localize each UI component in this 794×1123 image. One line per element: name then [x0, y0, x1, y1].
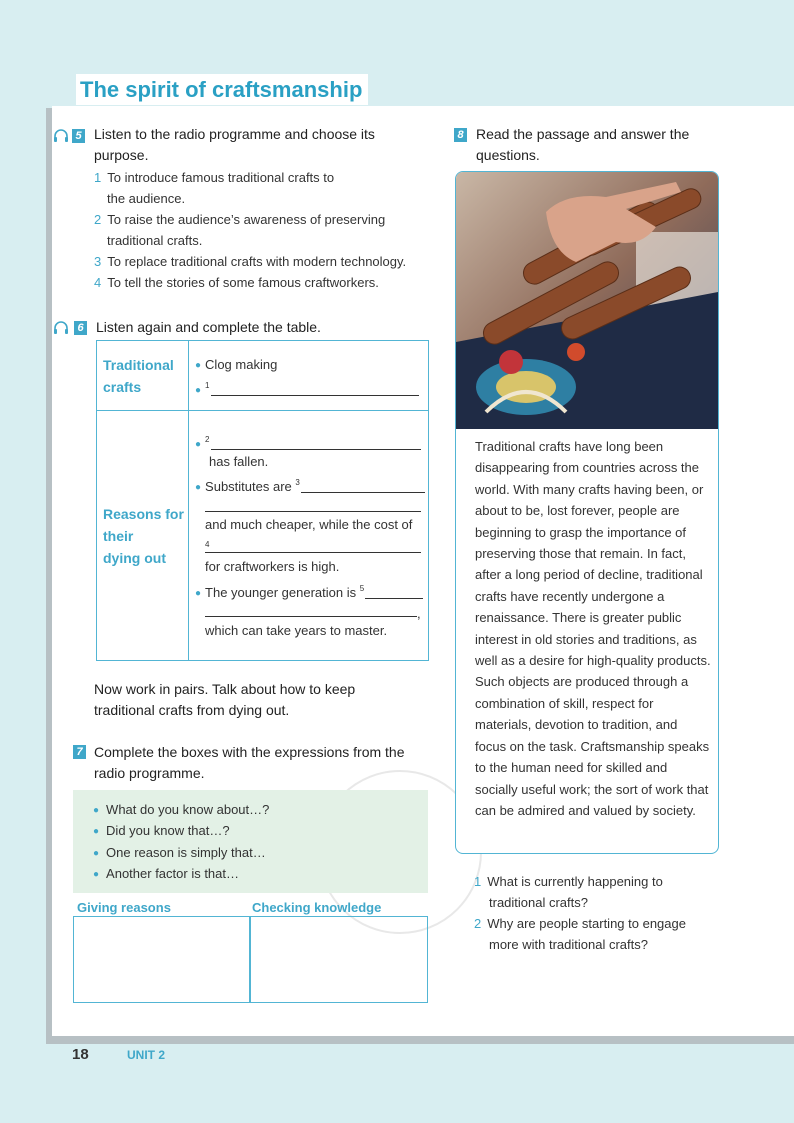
passage-card — [455, 171, 719, 854]
question-8-prompt: Read the passage and answer the questions. — [476, 126, 690, 163]
option-2[interactable]: 2 To raise the audience’s awareness of preserving — [94, 212, 386, 227]
question-7-prompt: Complete the boxes with the expressions from the radio programme. — [94, 744, 405, 781]
page-number: 18 — [72, 1046, 89, 1063]
headphones-icon — [53, 129, 69, 143]
has-fallen-text: has fallen. — [209, 454, 269, 469]
expression-item: ● Another factor is that… — [93, 866, 239, 881]
pair-work-prompt: Now work in pairs. Talk about how to keep traditional crafts from dying out. — [94, 681, 356, 718]
giving-reasons-label: Giving reasons — [77, 900, 171, 915]
blank-1[interactable]: ● $^1$ — [195, 375, 419, 401]
checking-knowledge-box[interactable] — [249, 916, 428, 1003]
headphones-icon — [53, 321, 69, 335]
row1-label: Traditional crafts — [103, 357, 174, 395]
reasons-table — [96, 340, 429, 661]
weaving-photo — [456, 172, 718, 429]
option-4[interactable]: 4 To tell the stories of some famous craftworkers. — [94, 275, 379, 290]
which-text: which can take years to master. — [205, 623, 388, 638]
question-6-number: 6 — [74, 321, 87, 335]
question-5-line1: Listen to the radio programme and choose its — [94, 126, 375, 142]
row2-label: Reasons for their dying out — [103, 506, 184, 566]
giving-reasons-box[interactable] — [73, 916, 251, 1003]
question-8-item-2: 2 Why are people starting to engage — [474, 916, 686, 931]
for-craftworkers-text: for craftworkers is high. — [205, 559, 340, 574]
row1-item-clog: ● Clog making — [195, 357, 278, 372]
title-box — [76, 74, 368, 105]
unit-label: UNIT 2 — [127, 1048, 166, 1062]
checking-knowledge-label: Checking knowledge — [252, 900, 382, 915]
option-1[interactable]: 1 To introduce famous traditional crafts to — [94, 170, 335, 185]
blank-3[interactable]: ● Substitutes are $^3$ — [195, 472, 425, 498]
question-5-line2: purpose. — [94, 147, 149, 163]
option-1-cont: the audience. — [107, 191, 186, 206]
question-8-list: 1 What is currently happening to traditional crafts? 2 Why are people starting to engage more with traditional crafts? — [474, 871, 686, 955]
expression-item: ● One reason is simply that… — [93, 845, 266, 860]
cheaper-text: and much cheaper, while the cost of — [205, 517, 413, 532]
question-6-prompt: Listen again and complete the table. — [96, 319, 321, 335]
expression-item: ● Did you know that…? — [93, 823, 230, 838]
expression-item: ● What do you know about…? — [93, 802, 270, 817]
passage-text: Traditional crafts have long been disappearing from countries across the world. With many crafts having been, or about to be, lost forever, people are beginning to grasp the importance of preserving those that remain. In fact, after a long period of decline, traditional crafts have recently undergone a renaissance. There is greater public interest in old stories and traditions, as well as a desire for high-quality products. Such objects are produced through a combination of skill, respect for materials, devotion to tradition, and focus on the task. Craftsmanship speaks to the human need for skilled and socially useful work; the sort of work that can be admired and valued by society. — [475, 439, 711, 818]
question-7-number: 7 — [73, 745, 86, 759]
blank-4[interactable]: 4 — [205, 540, 210, 549]
question-5-options — [94, 167, 406, 293]
blank-2[interactable]: ● $^2$ — [195, 429, 421, 455]
question-8-number: 8 — [454, 128, 467, 142]
question-5-prompt — [94, 124, 375, 166]
question-8-item-1: 1 What is currently happening to — [474, 874, 663, 889]
option-2-cont: traditional crafts. — [107, 233, 203, 248]
blank-5[interactable]: ● The younger generation is $^5$ — [195, 578, 423, 604]
page-title: The spirit of craftsmanship — [80, 77, 363, 102]
expressions-box — [73, 790, 428, 893]
comma: , — [417, 606, 421, 621]
question-5-number: 5 — [72, 129, 85, 143]
option-3[interactable]: 3 To replace traditional crafts with modern technology. — [94, 254, 407, 269]
